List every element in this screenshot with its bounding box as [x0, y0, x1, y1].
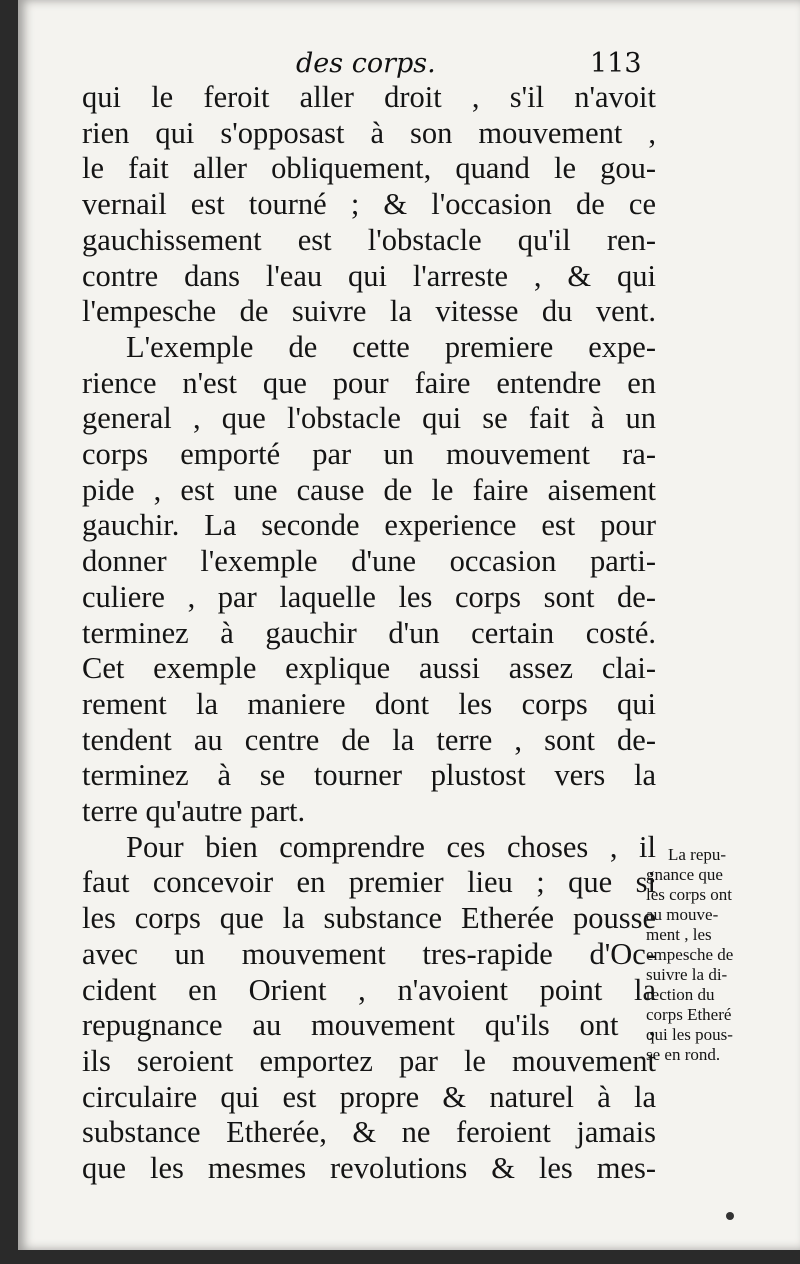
margin-note-line: qui les pous-: [646, 1025, 733, 1044]
text-line: Cet exemple explique aussi assez clai-: [82, 651, 656, 686]
running-title: des corps.: [296, 48, 436, 79]
margin-note-line: suivre la di-: [646, 965, 728, 984]
margin-note-line: se en rond.: [646, 1045, 721, 1064]
text-line: pide , est une cause de le faire aisement: [82, 472, 656, 507]
text-line: donner l'exemple d'une occasion parti-: [82, 544, 656, 579]
text-line: contre dans l'eau qui l'arreste , & qui: [82, 258, 656, 293]
text-line: terminez à gauchir d'un certain costé.: [82, 615, 656, 650]
text-line: terminez à se tourner plustost vers la: [82, 758, 656, 793]
text-line: gauchissement est l'obstacle qu'il ren-: [82, 222, 656, 257]
text-line: avec un mouvement tres-rapide d'Oc-: [82, 936, 656, 971]
text-line: l'empesche de suivre la vitesse du vent.: [82, 294, 656, 329]
text-line: faut concevoir en premier lieu ; que si: [82, 865, 656, 900]
text-line: corps emporté par un mouvement ra-: [82, 437, 656, 472]
text-line: substance Etherée, & ne feroient jamais: [82, 1115, 656, 1150]
text-line: que les mesmes revolutions & les mes-: [82, 1151, 656, 1186]
text-line: tendent au centre de la terre , sont de-: [82, 722, 656, 757]
text-line: gauchir. La seconde experience est pour: [82, 508, 656, 543]
text-line: repugnance au mouvement qu'ils ont ,: [82, 1008, 656, 1043]
margin-note: [646, 845, 796, 1065]
text-line: Pour bien comprendre ces choses , il: [126, 829, 656, 864]
margin-note-line: les corps ont: [646, 885, 732, 904]
margin-note-line: empesche de: [646, 945, 734, 964]
body-text: [82, 80, 656, 1187]
margin-note-line: rection du: [646, 985, 715, 1004]
text-line: culiere , par laquelle les corps sont de-: [82, 579, 656, 614]
margin-note-line: gnance que: [646, 865, 723, 884]
text-line: qui le feroit aller droit , s'il n'avoit: [82, 80, 656, 114]
text-line: cident en Orient , n'avoient point la: [82, 972, 656, 1007]
page-number: 113: [590, 48, 642, 79]
text-line: ils seroient emportez par le mouvement: [82, 1043, 656, 1078]
text-line: vernail est tourné ; & l'occasion de ce: [82, 187, 656, 222]
book-page: [18, 0, 800, 1250]
text-line: rience n'est que pour faire entendre en: [82, 365, 656, 400]
margin-note-line: La repu-: [668, 845, 727, 864]
ink-spot: [726, 1212, 734, 1220]
margin-note-line: corps Etheré: [646, 1005, 732, 1024]
text-line: le fait aller obliquement, quand le gou-: [82, 151, 656, 186]
text-line: rien qui s'opposast à son mouvement ,: [82, 115, 656, 150]
text-line: general , que l'obstacle qui se fait à un: [82, 401, 656, 436]
text-line: terre qu'autre part.: [82, 794, 306, 829]
margin-note-line: au mouve-: [646, 905, 719, 924]
text-line: circulaire qui est propre & naturel à la: [82, 1079, 656, 1114]
text-line: L'exemple de cette premiere expe-: [126, 329, 656, 364]
text-line: rement la maniere dont les corps qui: [82, 686, 656, 721]
margin-note-line: ment , les: [646, 925, 712, 944]
text-line: les corps que la substance Etherée pousse: [82, 901, 656, 936]
